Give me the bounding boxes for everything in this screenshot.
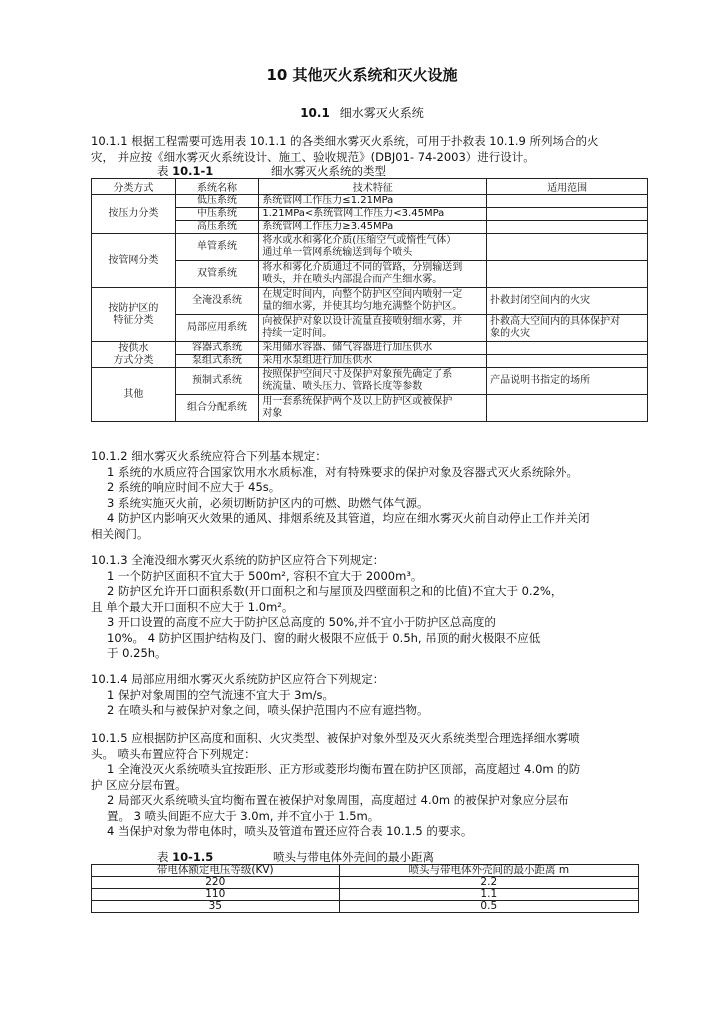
table-row <box>92 901 639 913</box>
name-cell: 全淹没系统 <box>175 288 259 315</box>
voltage-cell: 110 <box>92 889 340 901</box>
group-cell: 按管网分类 <box>92 234 176 288</box>
header-cell: 分类方式 <box>92 179 176 195</box>
tech-line: 喷头，并在喷头内部混合而产生细水雾。 <box>262 274 443 285</box>
clause-item: 相关阀门。 <box>91 526 149 541</box>
tech-cell: 系统管网工作压力≤1.21MPa <box>259 195 487 208</box>
tech-line: 用一套系统保护两个及以上防护区或被保护 <box>262 396 453 407</box>
tech-line: 持续一定时间。 <box>262 328 333 339</box>
tech-cell <box>259 288 487 315</box>
scope-cell <box>487 261 648 288</box>
group-cell <box>92 288 176 342</box>
table-row <box>92 877 639 889</box>
voltage-cell: 220 <box>92 877 340 889</box>
table-row <box>92 342 648 355</box>
clause-10-1-3 <box>91 553 643 662</box>
tech-line: 将水或水和雾化介质(压缩空气或惰性气体） <box>262 235 457 246</box>
tech-cell <box>259 261 487 288</box>
clause-item: 2 在喷头和与被保护对象之间，喷头保护范围内不应有遮挡物。 <box>107 703 429 717</box>
group-cell <box>92 342 176 368</box>
table-row <box>92 368 648 395</box>
scope-line: 扑救高大空间内的具体保护对 <box>490 316 621 327</box>
tech-line: 对象 <box>262 408 283 419</box>
clause-10-1-5 <box>91 731 643 840</box>
name-cell: 局部应用系统 <box>175 315 259 342</box>
clause-head: 10.1.4 局部应用细水雾灭火系统防护区应符合下列规定： <box>91 672 385 686</box>
name-cell: 单管系统 <box>175 234 259 261</box>
clause-item: 10%。 4 防护区围护结构及门、窗的耐火极限不应低于 0.5h, 吊顶的耐火极限不应低 <box>107 630 541 645</box>
header-cell: 适用范围 <box>487 179 648 195</box>
clause-head: 10.1.3 全淹没细水雾灭火系统的防护区应符合下列规定： <box>91 553 385 567</box>
system-type-table <box>91 178 648 422</box>
tech-line: 向被保护对象以设计流量直接喷射细水雾，并 <box>262 316 463 327</box>
header-cell: 带电体额定电压等级(KV) <box>92 865 340 877</box>
section-title <box>0 104 724 121</box>
group-cell: 按压力分类 <box>92 195 176 234</box>
tech-cell: 系统管网工作压力≥3.45MPa <box>259 221 487 234</box>
scope-cell <box>487 221 648 234</box>
scope-cell <box>487 234 648 261</box>
tech-line: 在规定时间内，向整个防护区空间内喷射一定 <box>262 289 463 300</box>
voltage-distance-table <box>91 864 639 913</box>
scope-cell <box>487 395 648 422</box>
clause-item: 且 单个最大开口面积不应大于 1.0m²。 <box>91 599 294 614</box>
clause-item: 护 区应分层布置。 <box>91 777 187 792</box>
tech-cell <box>259 368 487 395</box>
clause-line: 头。 喷头布置应符合下列规定： <box>91 746 256 761</box>
table-row <box>92 208 648 221</box>
scope-cell: 产品说明书指定的场所 <box>487 368 648 395</box>
clause-item: 3 开口设置的高度不应大于防护区总高度的 50%,并不宜小于防护区总高度的 <box>107 615 496 629</box>
caption-prefix: 表 <box>157 164 169 178</box>
clause-line: 10.1.1 根据工程需要可选用表 10.1.1 的各类细水雾灭火系统，可用于扑救表 10.1.9 所列场合的火 <box>91 134 599 148</box>
clause-10-1-1 <box>91 134 643 165</box>
name-cell: 容器式系统 <box>175 342 259 355</box>
section-number: 10.1 <box>300 106 330 120</box>
clause-10-1-2 <box>91 449 643 542</box>
table-row <box>92 315 648 342</box>
clause-item: 1 系统的水质应符合国家饮用水水质标准，对有特殊要求的保护对象及容器式灭火系统除外。 <box>107 464 578 479</box>
table-row <box>92 288 648 315</box>
clause-item: 2 系统的响应时间不应大于 45s。 <box>107 480 281 494</box>
clause-item: 3 系统实施灭火前，必须切断防护区内的可燃、助燃气体气源。 <box>107 495 429 510</box>
caption-title: 细水雾灭火系统的类型 <box>270 164 386 178</box>
tech-line: 量的细水雾，并使其均匀地充满整个防护区。 <box>262 301 463 312</box>
name-cell: 组合分配系统 <box>175 395 259 422</box>
header-cell: 技术特征 <box>259 179 487 195</box>
clause-item: 1 一个防护区面积不宜大于 500m², 容积不宜大于 2000m³。 <box>107 568 423 583</box>
header-cell: 系统名称 <box>175 179 259 195</box>
scope-line: 象的火灾 <box>490 328 531 339</box>
clause-item: 置。 3 喷头间距不应大于 3.0m, 并不宜小于 1.5m。 <box>107 808 380 823</box>
clause-line: 灾， 并应按《细水雾灭火系统设计、施工、验收规范》(DBJ01- 74-2003）进行设计。 <box>91 149 535 164</box>
tech-line: 按照保护空间尺寸及保护对象预先确定了系 <box>262 369 453 380</box>
scope-cell: 扑救封闭空间内的火灾 <box>487 288 648 315</box>
table-row <box>92 261 648 288</box>
group-line: 方式分类 <box>113 354 154 366</box>
tech-cell: 采用水泵组进行加压供水 <box>259 355 487 368</box>
name-cell: 低压系统 <box>175 195 259 208</box>
clause-item: 2 防护区允许开口面积系数(开口面积之和与屋顶及四壁面积之和的比值)不宜大于 0.2%， <box>107 584 563 598</box>
caption-number: 10-1.5 <box>172 850 214 864</box>
table-row <box>92 355 648 368</box>
tech-line: 通过单一管网系统输送到每个喷头 <box>262 247 413 258</box>
clause-item: 1 保护对象周围的空气流速不宜大于 3m/s。 <box>107 687 335 702</box>
group-line: 特征分类 <box>113 314 154 326</box>
tech-cell: 1.21MPa<系统管网工作压力<3.45MPa <box>259 208 487 221</box>
caption-prefix: 表 <box>157 850 169 864</box>
clause-item: 2 局部灭火系统喷头宜均衡布置在被保护对象周围，高度超过 4.0m 的被保护对象应分层布 <box>107 793 569 807</box>
voltage-cell: 35 <box>92 901 340 913</box>
clause-line: 10.1.5 应根据防护区高度和面积、火灾类型、被保护对象外型及灭火系统类型合理选择细水雾喷 <box>91 731 580 745</box>
scope-cell <box>487 355 648 368</box>
scope-cell <box>487 315 648 342</box>
table-2-caption <box>157 849 434 865</box>
distance-cell: 1.1 <box>339 889 638 901</box>
table-row <box>92 889 639 901</box>
clause-item: 于 0.25h。 <box>107 646 167 660</box>
table-row <box>92 395 648 422</box>
clause-head: 10.1.2 细水雾灭火系统应符合下列基本规定： <box>91 449 327 463</box>
scope-cell <box>487 342 648 355</box>
clause-item: 4 防护区内影响灭火效果的通风、排烟系统及其管道，均应在细水雾灭火前自动停止工作并关闭 <box>107 511 590 525</box>
tech-cell <box>259 315 487 342</box>
group-cell: 其他 <box>92 368 176 422</box>
tech-line: 将水和雾化介质通过不同的管路，分别输送到 <box>262 262 463 273</box>
name-cell: 预制式系统 <box>175 368 259 395</box>
distance-cell: 0.5 <box>339 901 638 913</box>
table-header-row <box>92 179 648 195</box>
table-row <box>92 221 648 234</box>
clause-item: 4 当保护对象为带电体时，喷头及管道布置还应符合表 10.1.5 的要求。 <box>107 824 473 838</box>
table-row <box>92 234 648 261</box>
clause-item: 1 全淹没灭火系统喷头宜按距形、正方形或菱形均衡布置在防护区顶部，高度超过 4.0m 的防 <box>107 762 581 776</box>
chapter-title: 10 其他灭火系统和灭火设施 <box>266 66 458 84</box>
name-cell: 中压系统 <box>175 208 259 221</box>
group-line: 按防护区的 <box>108 302 159 314</box>
name-cell: 高压系统 <box>175 221 259 234</box>
group-line: 按供水 <box>118 342 149 354</box>
name-cell: 泵组式系统 <box>175 355 259 368</box>
caption-number: 10.1-1 <box>172 164 214 178</box>
clause-10-1-4 <box>91 672 643 719</box>
tech-line: 统流量、喷头压力、管路长度等参数 <box>262 381 423 392</box>
name-cell: 双管系统 <box>175 261 259 288</box>
section-name: 细水雾灭火系统 <box>339 106 424 120</box>
table-header-row <box>92 865 639 877</box>
tech-cell: 采用储水容器、储气容器进行加压供水 <box>259 342 487 355</box>
scope-cell <box>487 195 648 208</box>
table-row <box>92 195 648 208</box>
tech-cell <box>259 395 487 422</box>
caption-title: 喷头与带电体外壳间的最小距离 <box>272 850 434 864</box>
header-cell: 喷头与带电体外壳间的最小距离 m <box>339 865 638 877</box>
scope-cell <box>487 208 648 221</box>
tech-cell <box>259 234 487 261</box>
table-1-caption <box>157 163 386 179</box>
distance-cell: 2.2 <box>339 877 638 889</box>
